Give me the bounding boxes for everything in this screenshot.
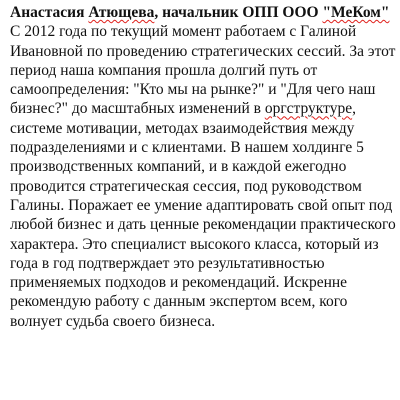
author-surname: Атющева [88, 4, 155, 21]
testimonial-text-part-1: С 2012 года по текущий момент работаем с Галиной Ивановной по проведению стратегических сессий. За этот период наша компания прошла долгий путь от самоопределения: "Кто мы на рынке?" и "Для чего наш бизнес?" до масштабных изменений в [10, 23, 396, 118]
document-page [10, 3, 396, 331]
company-name: "МеКом" [322, 4, 390, 21]
testimonial-body [10, 22, 396, 331]
testimonial-text-part-2: , системе мотивации, методах взаимодействия между подразделениями и с клиентами. В нашем холдинге 5 производственных компаний, и в каждой ежегодно проводится стратегическая сессия, под руководством Галины. Поражает ее умение адаптировать свой опыт под любой бизнес и дать ценные рекомендации практического характера. Это специалист высокого класса, который из года в год подтверждает это результативностью применяемых подходов и рекомендаций. Искренне рекомендую работу с данным экспертом всем, кого волнует судьба своего бизнеса. [10, 100, 396, 330]
author-first-name: Анастасия [10, 4, 85, 21]
misspelled-word-orgstructure: оргструктуре [264, 100, 353, 118]
testimonial-heading [10, 3, 396, 22]
author-role: , начальник ОПП ООО [154, 4, 319, 21]
